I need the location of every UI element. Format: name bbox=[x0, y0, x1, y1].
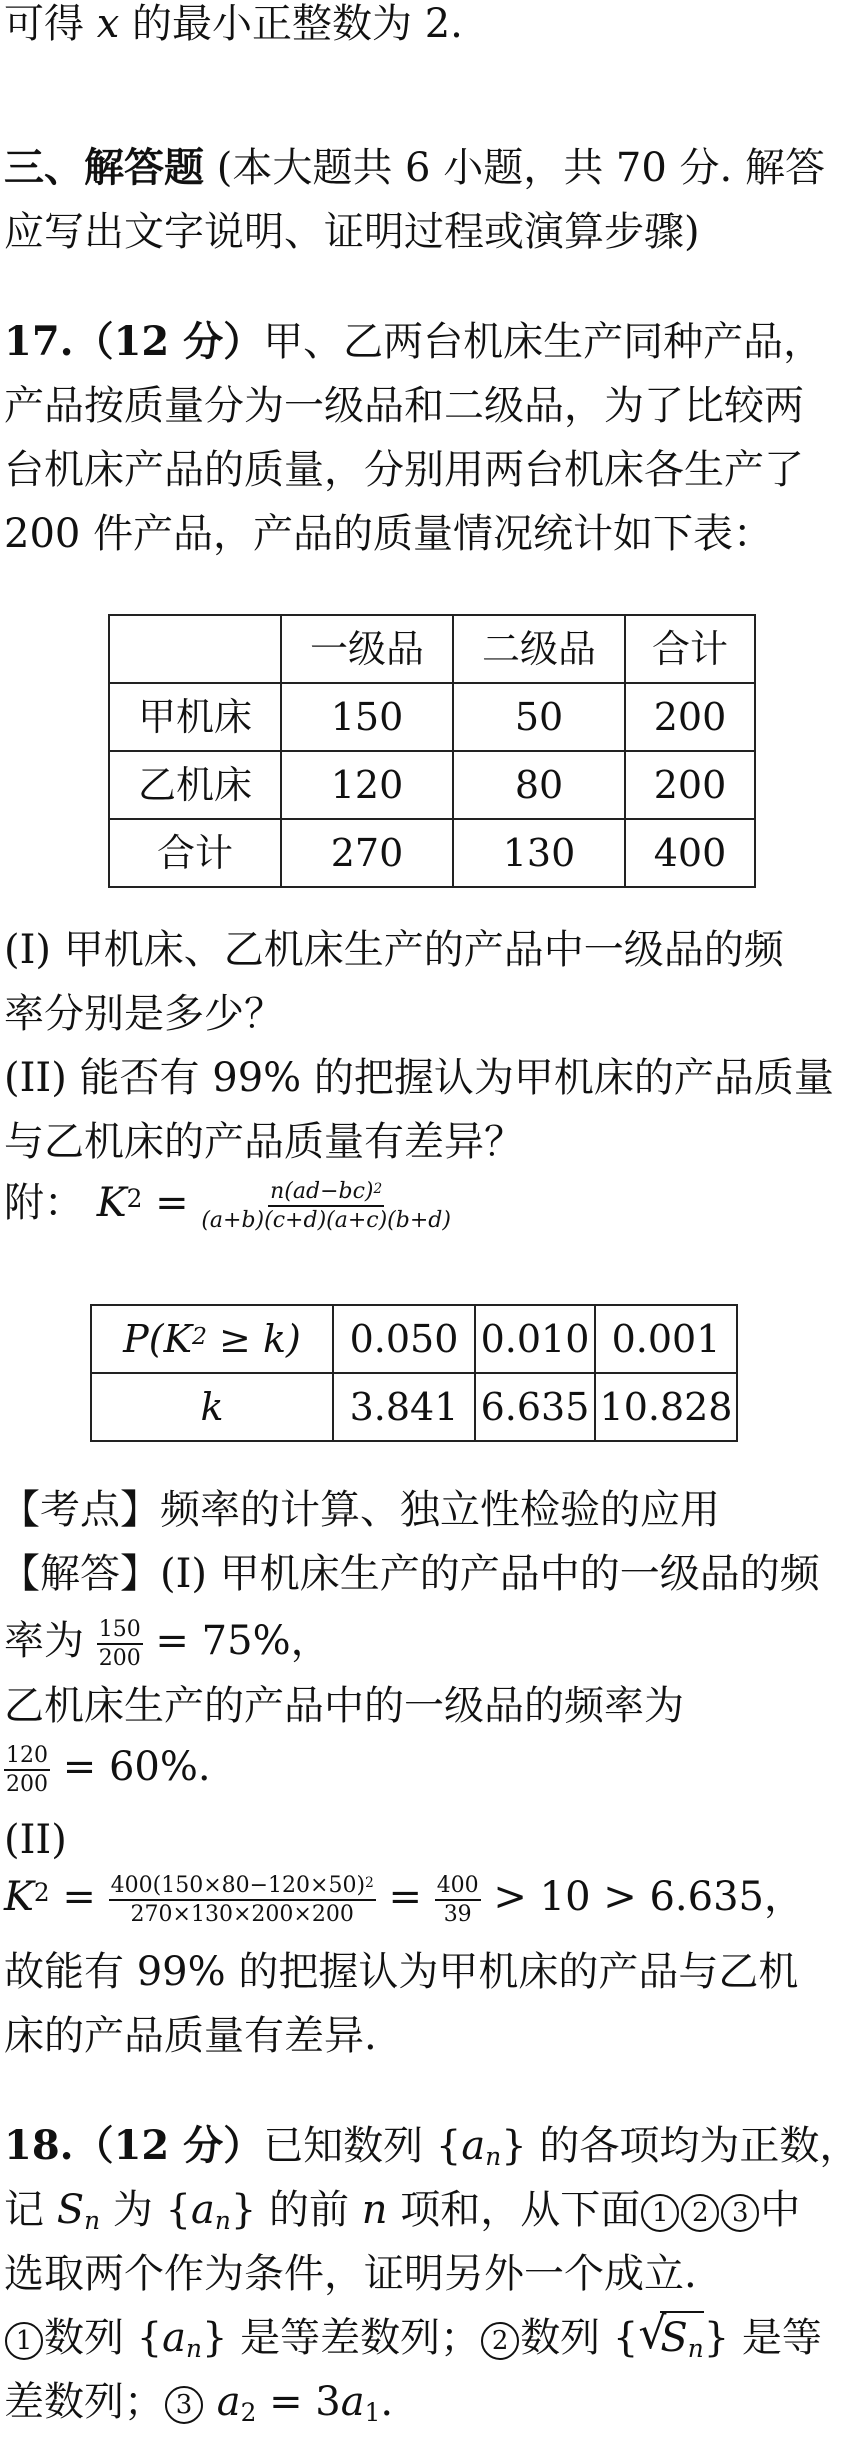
section-note: (本大题共 6 小题，共 70 分. 解答 bbox=[204, 145, 825, 191]
table-header-row bbox=[109, 615, 755, 683]
k-fraction bbox=[201, 1180, 451, 1232]
table-cell: 6.635 bbox=[475, 1373, 595, 1441]
solution-line1 bbox=[0, 1551, 820, 1597]
table-cell: 二级品 bbox=[453, 615, 625, 683]
q17-part1-line1: (I) 甲机床、乙机床生产的产品中一级品的频 bbox=[4, 927, 784, 973]
critical-value-table bbox=[90, 1304, 738, 1442]
q18-line3: 选取两个作为条件，证明另外一个成立. bbox=[4, 2251, 697, 2297]
table-cell: 3.841 bbox=[333, 1373, 475, 1441]
question-number: 17.（12 分） bbox=[4, 318, 264, 365]
kaodian-line bbox=[0, 1487, 720, 1533]
q17-part2-line1: (II) 能否有 99% 的把握认为甲机床的产品质量 bbox=[4, 1055, 834, 1101]
table-cell: 80 bbox=[453, 751, 625, 819]
table-cell: 120 bbox=[281, 751, 453, 819]
table-row bbox=[109, 819, 755, 887]
tag: 【解答】 bbox=[0, 1551, 160, 1597]
section-title: 三、解答题 bbox=[4, 144, 204, 191]
q17-part2-line2: 与乙机床的产品质量有差异？ bbox=[4, 1119, 524, 1165]
table-row bbox=[109, 751, 755, 819]
text: 的最小正整数为 2. bbox=[119, 1, 463, 47]
math-var: x bbox=[96, 1, 120, 47]
table-cell: 合计 bbox=[109, 819, 281, 887]
solution-line7: 故能有 99% 的把握认为甲机床的产品与乙机 bbox=[4, 1949, 799, 1995]
circled-number: 1 bbox=[5, 2322, 43, 2360]
solution-line5: (II) bbox=[4, 1817, 67, 1863]
q18-line4: 1 数列 $\{a_n\}$ 是等差数列； 2 数列 { √ $S_n$} 是等 bbox=[4, 2318, 822, 2360]
table-cell: 一级品 bbox=[281, 615, 453, 683]
table-cell: 合计 bbox=[625, 615, 755, 683]
quality-table bbox=[108, 614, 756, 888]
text: 频率的计算、独立性检验的应用 bbox=[160, 1487, 720, 1533]
table-cell: 0.001 bbox=[595, 1305, 737, 1373]
q17-line2: 产品按质量分为一级品和二级品，为了比较两 bbox=[4, 383, 804, 429]
solution-line8: 床的产品质量有差异. bbox=[4, 2013, 377, 2059]
sqrt: √ $S_n$ bbox=[638, 2308, 704, 2364]
text: (I) 甲机床生产的产品中的一级品的频 bbox=[160, 1551, 820, 1597]
math-var: K bbox=[96, 1180, 127, 1227]
fraction: $\frac{150}{200}$ bbox=[98, 1617, 141, 1672]
solution-line4: $\frac{120}{200}$ = 60%. bbox=[6, 1743, 211, 1798]
q17-line1 bbox=[4, 318, 824, 365]
table-cell: 270 bbox=[281, 819, 453, 887]
table-row bbox=[109, 683, 755, 751]
q18-line5: 差数列； 3 $a_2 = 3a_1$. bbox=[4, 2379, 394, 2428]
solution-line2: 率为 $\frac{150}{200}$ = 75%， bbox=[4, 1617, 331, 1672]
circled-number: 2 bbox=[681, 2194, 719, 2232]
solution-line6: $K^2$ = $\frac{400(150\times 80-120\times 50)^2}{270\times 130\times 200\times 200}$ = $\frac{400}{39}$ > 10 > 6.635， bbox=[4, 1873, 804, 1928]
fraction: $\frac{400(150\times 80-120\times 50)^2}{270\times 130\times 200\times 200}$ bbox=[110, 1873, 374, 1928]
superscript: 2 bbox=[373, 1181, 383, 1198]
text: 甲、乙两台机床生产同种产品， bbox=[263, 319, 824, 365]
section-heading bbox=[4, 144, 825, 191]
fraction-denominator: (a+b)(c+d)(a+c)(b+d) bbox=[201, 1208, 451, 1234]
table-cell: $P(K^2 \ge k)$ bbox=[91, 1305, 333, 1373]
table-cell: 甲机床 bbox=[109, 683, 281, 751]
k-formula: 附： $K^2$ = $\frac{n(ad-bc)^2}{(a+b)(c+d)(a+c)(b+d)}$ bbox=[4, 1179, 451, 1234]
table-cell: 0.010 bbox=[475, 1305, 595, 1373]
circled-number: 3 bbox=[721, 2194, 759, 2232]
table-cell: k bbox=[91, 1373, 333, 1441]
tag: 【考点】 bbox=[0, 1487, 160, 1533]
q17-line4: 200 件产品，产品的质量情况统计如下表： bbox=[4, 511, 774, 557]
circled-number: 3 bbox=[165, 2386, 203, 2424]
table-cell: 10.828 bbox=[595, 1373, 737, 1441]
question-number: 18.（12 分） bbox=[4, 2122, 264, 2169]
answer-line-16 bbox=[4, 1, 463, 47]
table-row bbox=[91, 1373, 737, 1441]
table-cell: 200 bbox=[625, 683, 755, 751]
section-note-line2: 应写出文字说明、证明过程或演算步骤) bbox=[4, 209, 700, 255]
q18-line2: 记 $S_n$ 为 $\{a_n\}$ 的前 n 项和，从下面 1 2 3 中 bbox=[4, 2187, 801, 2236]
circled-number: 1 bbox=[641, 2194, 679, 2232]
table-cell: 0.050 bbox=[333, 1305, 475, 1373]
q18-line1: 18.（12 分）已知数列 $\{a_n\}$ 的各项均为正数， bbox=[4, 2122, 859, 2172]
text: 附： bbox=[4, 1180, 84, 1227]
fraction: $\frac{120}{200}$ bbox=[6, 1743, 48, 1798]
table-cell: 130 bbox=[453, 819, 625, 887]
table-cell bbox=[109, 615, 281, 683]
text: 可得 bbox=[4, 1, 97, 47]
circled-number: 2 bbox=[481, 2322, 519, 2360]
q17-part1-line2: 率分别是多少？ bbox=[4, 991, 284, 1037]
fraction-numerator: n(ad−bc) bbox=[270, 1179, 374, 1204]
table-cell: 乙机床 bbox=[109, 751, 281, 819]
fraction: $\frac{400}{39}$ bbox=[436, 1873, 479, 1928]
solution-line3: 乙机床生产的产品中的一级品的频率为 bbox=[4, 1683, 684, 1729]
q17-line3: 台机床产品的质量，分别用两台机床各生产了 bbox=[4, 447, 804, 493]
table-row bbox=[91, 1305, 737, 1373]
table-cell: 400 bbox=[625, 819, 755, 887]
table-cell: 50 bbox=[453, 683, 625, 751]
table-cell: 200 bbox=[625, 751, 755, 819]
table-cell: 150 bbox=[281, 683, 453, 751]
